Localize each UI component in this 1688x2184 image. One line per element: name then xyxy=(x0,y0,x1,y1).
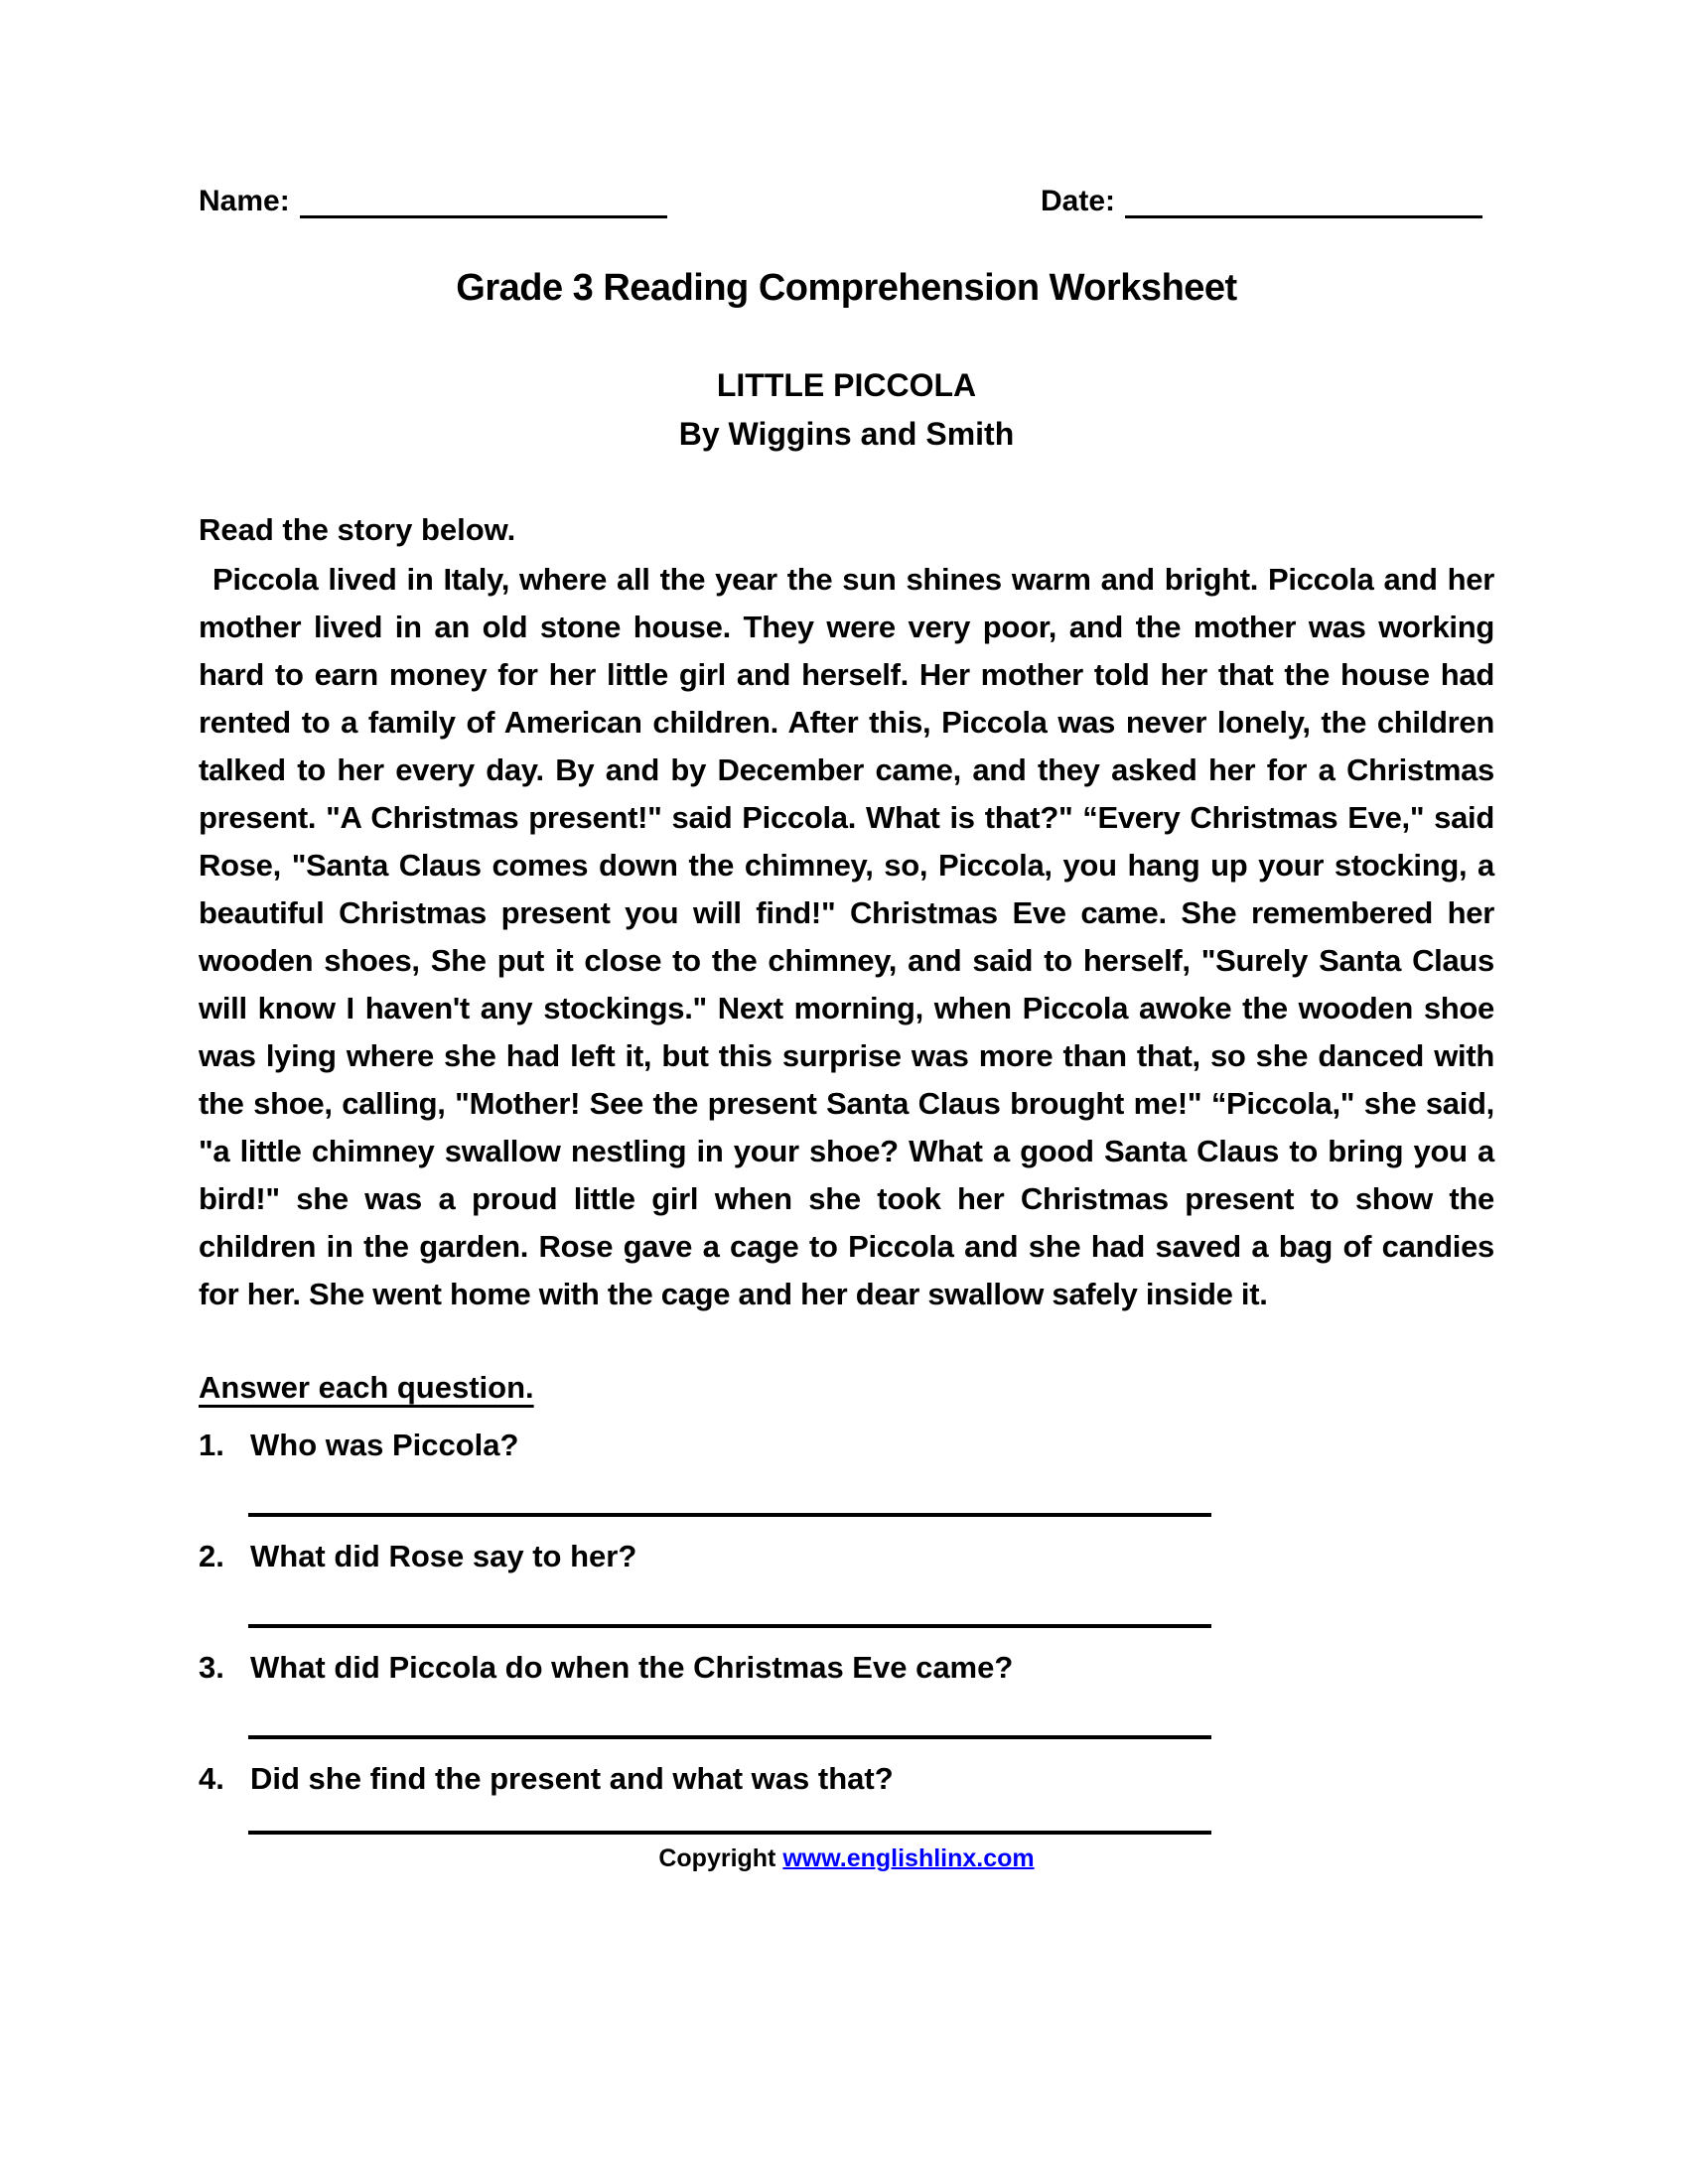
question-item-3 xyxy=(199,1650,1494,1686)
date-label: Date: xyxy=(1041,185,1116,217)
question-number: 3. xyxy=(199,1650,224,1685)
question-number: 2. xyxy=(199,1539,224,1573)
answer-blank-line-3 xyxy=(248,1735,1211,1739)
copyright-link[interactable]: www.englishlinx.com xyxy=(782,1844,1035,1872)
answer-blank-line-4 xyxy=(248,1831,1211,1835)
story-byline: By Wiggins and Smith xyxy=(678,416,1015,452)
copyright-label: Copyright xyxy=(658,1844,776,1872)
question-number: 4. xyxy=(199,1761,224,1796)
name-blank-line xyxy=(300,182,667,218)
date-blank-line xyxy=(1125,182,1482,218)
copyright-line xyxy=(199,1844,1494,1873)
question-number: 1. xyxy=(199,1428,224,1462)
answer-blank-line-1 xyxy=(248,1513,1211,1517)
read-instruction: Read the story below. xyxy=(199,512,516,547)
answer-instruction: Answer each question. xyxy=(199,1370,534,1405)
story-title: LITTLE PICCOLA xyxy=(716,367,977,403)
name-label: Name: xyxy=(199,185,290,217)
answer-blank-line-2 xyxy=(248,1624,1211,1628)
story-text: Piccola lived in Italy, where all the year the sun shines warm and bright. Piccola and her mother lived in an old stone house. They were very poor, and the mother was working hard to earn money for her little girl and herself. Her mother told her that the house had rented to a family of American children. After this, Piccola was never lonely, the children talked to her every day. By and by December came, and they asked her for a Christmas present. "A Christmas present!" said Piccola. What is that?" “Every Christmas Eve," said Rose, "Santa Claus comes down the chimney, so, Piccola, you hang up your stocking, a beautiful Christmas present you will find!" Christmas Eve came. She remembered her wooden shoes, She put it close to the chimney, and said to herself, "Surely Santa Claus will know I haven't any stockings." Next morning, when Piccola awoke the wooden shoe was lying where she had left it, but this surprise was more than that, so she danced with the shoe, calling, "Mother! See the present Santa Claus brought me!" “Piccola," she said, "a little chimney swallow nestling in your shoe? What a good Santa Claus to bring you a bird!" she was a proud little girl when she took her Christmas present to show the children in the garden. Rose gave a cage to Piccola and she had saved a bag of candies for her. She went home with the cage and her dear swallow safely inside it. xyxy=(199,562,1494,1311)
question-text: Who was Piccola? xyxy=(250,1428,519,1462)
question-text: Did she find the present and what was that? xyxy=(250,1761,894,1796)
question-item-4 xyxy=(199,1761,1494,1797)
worksheet-title: Grade 3 Reading Comprehension Worksheet xyxy=(456,267,1237,309)
header-row xyxy=(199,182,1494,223)
question-text: What did Rose say to her? xyxy=(250,1539,637,1573)
question-item-2 xyxy=(199,1539,1494,1574)
question-text: What did Piccola do when the Christmas Eve came? xyxy=(250,1650,1014,1685)
date-field xyxy=(1041,182,1482,218)
question-item-1 xyxy=(199,1428,1494,1463)
